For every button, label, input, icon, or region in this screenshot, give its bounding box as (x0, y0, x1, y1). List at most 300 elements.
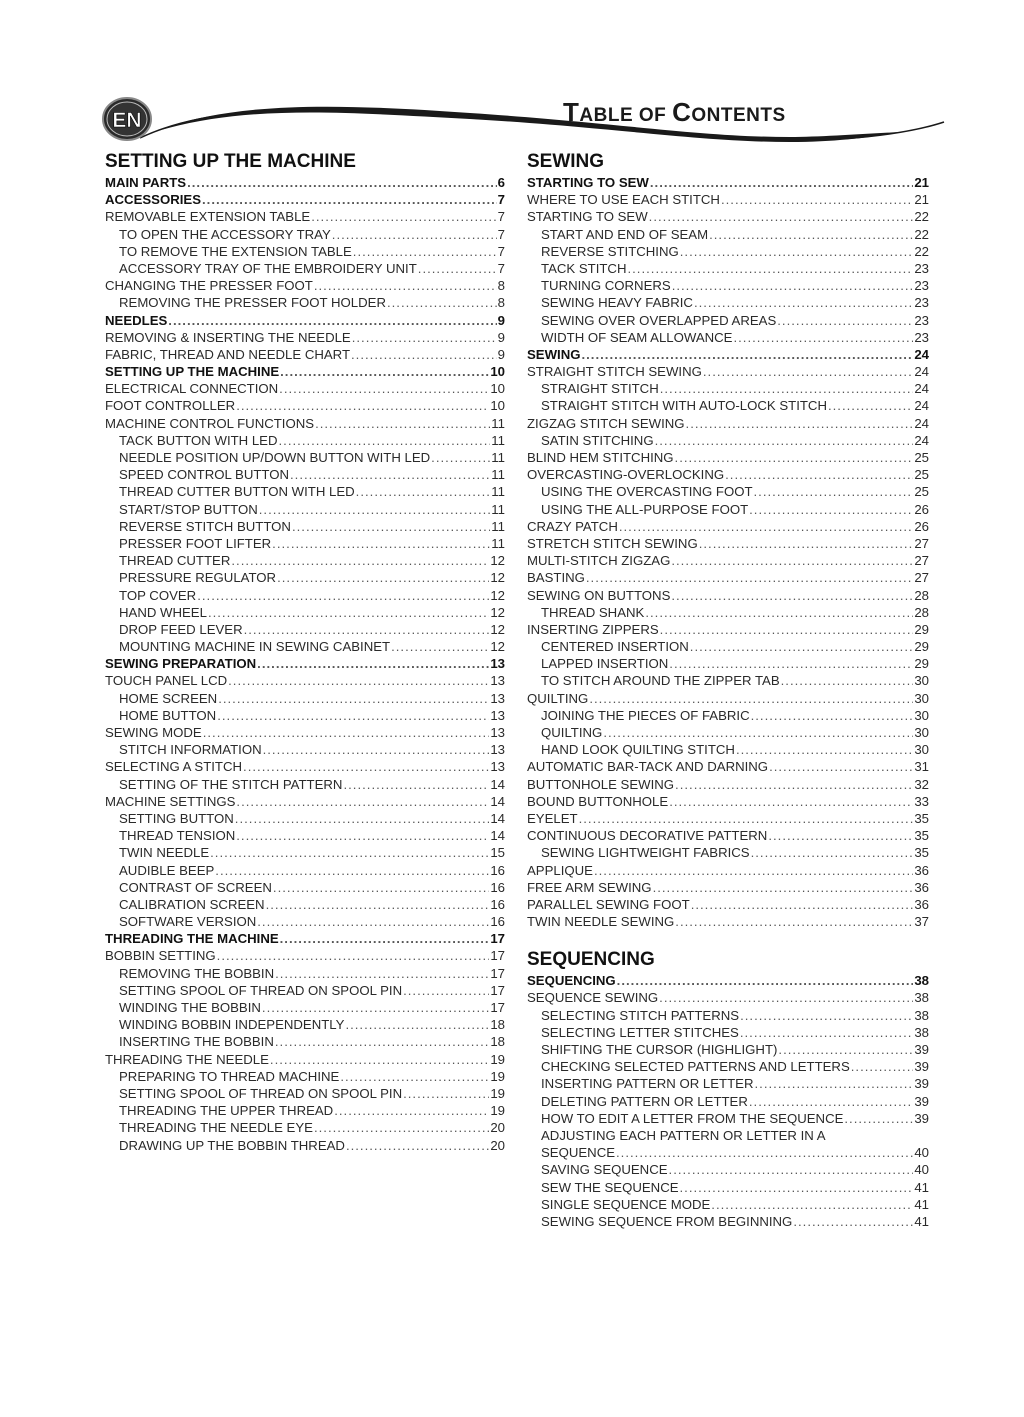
toc-entry-label: STARTING TO SEW (527, 209, 648, 225)
toc-entry[interactable] (105, 793, 505, 810)
toc-entry[interactable] (105, 913, 505, 930)
toc-entry[interactable] (527, 415, 929, 432)
toc-entry-page: 13 (490, 690, 505, 706)
toc-entry-label: REMOVABLE EXTENSION TABLE (105, 209, 311, 225)
toc-entry-page: 11 (491, 535, 505, 551)
toc-entry[interactable] (105, 1102, 505, 1119)
toc-entry-page: 14 (490, 793, 505, 809)
dot-leader (259, 501, 491, 518)
toc-entry-page: 18 (490, 1034, 505, 1050)
toc-entry[interactable] (527, 294, 929, 311)
toc-entry-page: 12 (490, 639, 505, 655)
toc-entry-page: 6 (497, 175, 505, 190)
dot-leader (343, 776, 489, 793)
toc-entry-page: 33 (914, 793, 929, 809)
dot-leader (275, 1033, 489, 1050)
toc-entry[interactable] (527, 793, 929, 810)
toc-entry[interactable] (527, 724, 929, 741)
dot-leader (290, 466, 490, 483)
toc-entry-page: 7 (497, 243, 505, 259)
toc-entry[interactable] (527, 552, 929, 569)
toc-entry-page: 35 (914, 845, 929, 861)
toc-entry-page: 24 (914, 346, 929, 362)
toc-entry[interactable] (527, 638, 929, 655)
toc-entry[interactable] (105, 930, 505, 947)
toc-entry-label: INSERTING PATTERN OR LETTER (541, 1076, 754, 1092)
toc-entry-page: 41 (914, 1179, 929, 1195)
toc-entry-page: 21 (914, 175, 929, 190)
dot-leader (581, 346, 913, 363)
toc-entry-page: 24 (914, 364, 929, 380)
toc-entry-label: HOME SCREEN (119, 690, 218, 706)
dot-leader (391, 638, 489, 655)
toc-entry[interactable] (527, 862, 929, 879)
toc-entry-page: 31 (914, 759, 929, 775)
toc-entry[interactable] (105, 535, 505, 552)
toc-entry-label: TO OPEN THE ACCESSORY TRAY (119, 226, 331, 242)
toc-entry[interactable] (105, 380, 505, 397)
toc-entry[interactable] (105, 569, 505, 586)
toc-entry-page: 20 (490, 1120, 505, 1136)
toc-entry[interactable] (527, 1075, 929, 1092)
toc-entry-label: THREADING THE MACHINE (105, 931, 279, 947)
toc-entry-page: 25 (914, 484, 929, 500)
toc-entry[interactable] (527, 483, 929, 500)
toc-entry-label: SEWING ON BUTTONS (527, 587, 671, 603)
toc-entry[interactable] (105, 243, 505, 260)
toc-entry-label: STRAIGHT STITCH (541, 381, 659, 397)
toc-entry[interactable] (105, 587, 505, 604)
toc-entry[interactable] (527, 810, 929, 827)
toc-entry-page: 18 (490, 1017, 505, 1033)
toc-entry[interactable] (527, 1161, 929, 1178)
toc-entry[interactable] (105, 260, 505, 277)
toc-entry-page: 7 (497, 192, 505, 208)
toc-entry[interactable] (527, 655, 929, 672)
toc-entry-label: SEWING LIGHTWEIGHT FABRICS (541, 845, 750, 861)
toc-entry-label: SAVING SEQUENCE (541, 1162, 668, 1178)
toc-entry-label: CRAZY PATCH (527, 518, 618, 534)
toc-entry[interactable] (105, 844, 505, 861)
toc-entry[interactable] (105, 862, 505, 879)
dot-leader (749, 1093, 913, 1110)
toc-entry-label: AUTOMATIC BAR-TACK AND DARNING (527, 759, 769, 775)
dot-leader (725, 466, 913, 483)
toc-entry[interactable] (527, 1196, 929, 1213)
toc-entry-page: 17 (490, 1000, 505, 1015)
toc-entry-label: FOOT CONTROLLER (105, 398, 236, 414)
toc-entry-page: 24 (914, 381, 929, 397)
toc-entry-page: 7 (497, 260, 505, 276)
toc-entry-label: SEWING HEAVY FABRIC (541, 295, 693, 311)
toc-entry[interactable] (527, 363, 929, 380)
dot-leader (273, 879, 489, 896)
toc-entry[interactable] (105, 947, 505, 964)
toc-entry[interactable] (527, 518, 929, 535)
toc-entry[interactable] (105, 982, 505, 999)
toc-entry-label: SETTING OF THE STITCH PATTERN (119, 776, 343, 792)
toc-entry-label: STRAIGHT STITCH WITH AUTO-LOCK STITCH (541, 398, 827, 414)
toc-entry[interactable] (105, 604, 505, 621)
toc-entry-page: 8 (497, 295, 505, 311)
dot-leader (851, 1058, 914, 1075)
toc-entry[interactable] (105, 294, 505, 311)
toc-entry-label: DELETING PATTERN OR LETTER (541, 1093, 748, 1109)
toc-entry-page: 25 (914, 467, 929, 483)
toc-entry-page: 22 (914, 226, 929, 242)
toc-entry-page: 11 (491, 415, 505, 431)
toc-entry[interactable] (527, 226, 929, 243)
toc-entry-page: 20 (490, 1137, 505, 1153)
dot-leader (340, 1068, 489, 1085)
toc-entry-page: 27 (914, 570, 929, 586)
toc-entry-page: 22 (914, 243, 929, 259)
dot-leader (703, 363, 913, 380)
toc-entry-page: 30 (914, 690, 929, 706)
dot-leader (749, 501, 913, 518)
dot-leader (844, 1110, 913, 1127)
toc-entry[interactable] (527, 260, 929, 277)
toc-entry-page: 38 (914, 1007, 929, 1023)
toc-entry-page: 13 (490, 742, 505, 758)
toc-entry-page: 9 (497, 312, 505, 328)
toc-entry-page: 32 (914, 776, 929, 792)
toc-entry-page: 39 (914, 1059, 929, 1075)
toc-entry[interactable] (527, 707, 929, 724)
toc-entry-label: SETTING UP THE MACHINE (105, 364, 280, 380)
dot-leader (675, 449, 914, 466)
toc-entry-page: 40 (914, 1145, 929, 1161)
dot-leader (314, 1119, 489, 1136)
dot-leader (208, 604, 489, 621)
dot-leader (793, 1213, 913, 1230)
toc-entry[interactable] (105, 1119, 505, 1136)
toc-entry[interactable] (105, 741, 505, 758)
toc-entry-page: 9 (497, 346, 505, 362)
toc-entry[interactable] (527, 1041, 929, 1058)
toc-entry[interactable] (105, 827, 505, 844)
toc-entry-label: THREAD TENSION (119, 828, 236, 844)
toc-entry[interactable] (105, 1051, 505, 1068)
toc-entry[interactable] (105, 638, 505, 655)
toc-entry-page: 38 (914, 990, 929, 1006)
toc-entry[interactable] (105, 312, 505, 329)
toc-entry[interactable] (527, 1127, 929, 1144)
toc-entry[interactable] (527, 879, 929, 896)
toc-entry-label: BASTING (527, 570, 585, 586)
dot-leader (769, 758, 913, 775)
toc-entry-label: WHERE TO USE EACH STITCH (527, 192, 720, 208)
dot-leader (203, 724, 490, 741)
dot-leader (675, 776, 913, 793)
toc-entry[interactable] (527, 1213, 929, 1230)
toc-entry-label: INSERTING THE BOBBIN (119, 1034, 274, 1050)
toc-column-left (105, 150, 505, 1154)
toc-entry[interactable] (105, 690, 505, 707)
toc-entry[interactable] (105, 758, 505, 775)
toc-entry[interactable] (105, 483, 505, 500)
toc-entry[interactable] (105, 776, 505, 793)
toc-entry[interactable] (527, 1058, 929, 1075)
toc-entry[interactable] (527, 604, 929, 621)
toc-entry[interactable] (527, 989, 929, 1006)
toc-entry-page: 26 (914, 501, 929, 517)
page-title (563, 97, 786, 128)
toc-entry[interactable] (527, 243, 929, 260)
toc-entry-page: 17 (490, 931, 505, 947)
toc-entry-page: 36 (914, 879, 929, 895)
toc-entry-label: CONTINUOUS DECORATIVE PATTERN (527, 828, 768, 844)
toc-entry[interactable] (105, 1033, 505, 1050)
toc-entry-page: 19 (490, 1085, 505, 1101)
dot-leader (345, 1016, 489, 1033)
toc-entry-label: HOW TO EDIT A LETTER FROM THE SEQUENCE (541, 1110, 844, 1126)
toc-entry[interactable] (105, 1085, 505, 1102)
toc-entry-label: HOME BUTTON (119, 707, 217, 723)
toc-entry[interactable] (105, 552, 505, 569)
toc-entry[interactable] (527, 208, 929, 225)
toc-entry-page: 24 (914, 398, 929, 414)
toc-entry-label: NEEDLES (105, 312, 168, 328)
dot-leader (660, 380, 914, 397)
toc-entry-label: PARALLEL SEWING FOOT (527, 896, 690, 912)
toc-entry-label: REMOVING THE PRESSER FOOT HOLDER (119, 295, 386, 311)
dot-leader (680, 243, 914, 260)
dot-leader (694, 294, 913, 311)
dot-leader (669, 793, 913, 810)
toc-entry-page: 40 (914, 1162, 929, 1178)
toc-entry-label: THREAD CUTTER BUTTON WITH LED (119, 484, 355, 500)
toc-entry-label: USING THE ALL-PURPOSE FOOT (541, 501, 749, 517)
toc-entry[interactable] (105, 174, 505, 191)
toc-entry[interactable] (527, 741, 929, 758)
dot-leader (709, 226, 913, 243)
toc-entry-label: MULTI-STITCH ZIGZAG (527, 553, 671, 569)
toc-entry-page: 13 (490, 656, 505, 672)
toc-entry-page: 17 (490, 965, 505, 981)
toc-entry-page: 13 (490, 759, 505, 775)
toc-entry-label: SELECTING LETTER STITCHES (541, 1024, 739, 1040)
toc-entry-label: MAIN PARTS (105, 175, 187, 190)
toc-entry-page: 28 (914, 604, 929, 620)
toc-entry[interactable] (105, 397, 505, 414)
toc-entry[interactable] (527, 1179, 929, 1196)
toc-entry[interactable] (105, 965, 505, 982)
toc-entry-label: CONTRAST OF SCREEN (119, 879, 272, 895)
toc-entry[interactable] (105, 1016, 505, 1033)
toc-entry[interactable] (527, 397, 929, 414)
toc-entry-label: MOUNTING MACHINE IN SEWING CABINET (119, 639, 391, 655)
toc-entry-label: BOUND BUTTONHOLE (527, 793, 669, 809)
dot-leader (672, 277, 914, 294)
toc-entry-label: USING THE OVERCASTING FOOT (541, 484, 753, 500)
toc-entry[interactable] (105, 466, 505, 483)
toc-entry-page: 23 (914, 260, 929, 276)
dot-leader (418, 260, 497, 277)
dot-leader (280, 930, 490, 947)
toc-entry[interactable] (527, 329, 929, 346)
toc-entry[interactable] (105, 277, 505, 294)
toc-entry-label: SEQUENCE SEWING (527, 990, 659, 1006)
toc-entry[interactable] (527, 432, 929, 449)
toc-entry-label: STRAIGHT STITCH SEWING (527, 364, 702, 380)
toc-entry[interactable] (527, 1144, 929, 1161)
dot-leader (334, 1102, 489, 1119)
toc-entry-page: 11 (491, 450, 505, 465)
dot-leader (210, 844, 489, 861)
toc-entry[interactable] (105, 999, 505, 1016)
toc-entry[interactable] (527, 1093, 929, 1110)
toc-entry[interactable] (105, 518, 505, 535)
dot-leader (257, 655, 489, 672)
toc-entry-label: REMOVING & INSERTING THE NEEDLE (105, 329, 351, 345)
toc-entry[interactable] (527, 672, 929, 689)
dot-leader (740, 1007, 913, 1024)
toc-entry-label: TO STITCH AROUND THE ZIPPER TAB (541, 673, 780, 689)
toc-entry-label: SOFTWARE VERSION (119, 914, 257, 930)
dot-leader (311, 208, 496, 225)
toc-entry[interactable] (105, 346, 505, 363)
toc-entry[interactable] (527, 346, 929, 363)
dot-leader (586, 569, 913, 586)
dot-leader (579, 810, 914, 827)
dot-leader (669, 1161, 914, 1178)
toc-entry[interactable] (527, 174, 929, 191)
toc-entry-label: STITCH INFORMATION (119, 742, 262, 758)
dot-leader (594, 862, 913, 879)
toc-entry[interactable] (105, 896, 505, 913)
toc-entry[interactable] (527, 466, 929, 483)
toc-entry[interactable] (527, 191, 929, 208)
dot-leader (653, 879, 914, 896)
toc-entry[interactable] (105, 191, 505, 208)
toc-entry[interactable] (527, 501, 929, 518)
toc-entry-page: 16 (490, 896, 505, 912)
toc-entry[interactable] (105, 621, 505, 638)
toc-entry[interactable] (527, 758, 929, 775)
toc-entry[interactable] (527, 844, 929, 861)
title-part: ONTENTS (691, 105, 786, 126)
toc-entry[interactable] (527, 1007, 929, 1024)
dot-leader (187, 174, 497, 191)
dot-leader (669, 655, 913, 672)
toc-entry[interactable] (105, 501, 505, 518)
dot-leader (589, 690, 913, 707)
toc-entry-label: JOINING THE PIECES OF FABRIC (541, 707, 750, 723)
toc-entry-page: 12 (490, 621, 505, 637)
dot-leader (277, 569, 489, 586)
toc-entry[interactable] (527, 1024, 929, 1041)
toc-entry[interactable] (527, 896, 929, 913)
toc-entry[interactable] (105, 329, 505, 346)
toc-entry-label: STRETCH STITCH SEWING (527, 535, 698, 551)
toc-entry-label: REVERSE STITCHING (541, 243, 679, 259)
toc-entry[interactable] (527, 690, 929, 707)
dot-leader (197, 587, 489, 604)
toc-entry[interactable] (105, 672, 505, 689)
toc-entry-page: 30 (914, 742, 929, 758)
toc-entry[interactable] (527, 972, 929, 989)
toc-entry-page: 19 (490, 1068, 505, 1084)
toc-entry[interactable] (105, 879, 505, 896)
toc-entry[interactable] (527, 913, 929, 930)
dot-leader (215, 862, 489, 879)
toc-entry[interactable] (527, 569, 929, 586)
toc-entry[interactable] (105, 810, 505, 827)
toc-entry[interactable] (527, 776, 929, 793)
dot-leader (272, 535, 490, 552)
language-badge (101, 96, 155, 142)
dot-leader (244, 621, 490, 638)
toc-entry[interactable] (527, 312, 929, 329)
toc-entry-page: 12 (490, 587, 505, 603)
toc-entry-page: 11 (491, 467, 505, 483)
toc-entry[interactable] (527, 277, 929, 294)
toc-entry[interactable] (527, 535, 929, 552)
toc-entry-label: THREADING THE NEEDLE EYE (119, 1120, 313, 1136)
toc-entry[interactable] (527, 1110, 929, 1127)
toc-entry[interactable] (105, 449, 505, 466)
toc-entry-label: ELECTRICAL CONNECTION (105, 381, 279, 397)
toc-entry-page: 41 (914, 1213, 929, 1229)
toc-entry-label: SEWING SEQUENCE FROM BEGINNING (541, 1213, 793, 1229)
toc-entry-page: 39 (914, 1042, 929, 1057)
toc-entry-label: SELECTING A STITCH (105, 759, 243, 775)
toc-entry[interactable] (105, 655, 505, 672)
toc-entry[interactable] (105, 1068, 505, 1085)
dot-leader (279, 380, 489, 397)
toc-entry[interactable] (105, 226, 505, 243)
toc-entry-label: DRAWING UP THE BOBBIN THREAD (119, 1137, 345, 1153)
toc-entry-label: SELECTING STITCH PATTERNS (541, 1007, 740, 1023)
toc-entry-page: 16 (490, 914, 505, 930)
toc-entry-page: 29 (914, 656, 929, 672)
toc-entry[interactable] (527, 621, 929, 638)
toc-entry-page: 12 (490, 604, 505, 620)
toc-entry-label: APPLIQUE (527, 862, 593, 878)
badge-text: EN (112, 109, 142, 132)
dot-leader (690, 638, 914, 655)
toc-entry-label: CHECKING SELECTED PATTERNS AND LETTERS (541, 1059, 850, 1075)
toc-entry-page: 14 (490, 810, 505, 826)
toc-entry[interactable] (527, 827, 929, 844)
toc-entry-label: AUDIBLE BEEP (119, 862, 215, 878)
toc-entry[interactable] (105, 363, 505, 380)
toc-entry[interactable] (105, 724, 505, 741)
dot-leader (403, 982, 489, 999)
toc-entry-page: 35 (914, 828, 929, 844)
toc-entry[interactable] (105, 1137, 505, 1154)
toc-entry[interactable] (527, 587, 929, 604)
toc-entry-page: 8 (497, 278, 505, 294)
dot-leader (236, 397, 489, 414)
toc-entry-label: OVERCASTING-OVERLOCKING (527, 467, 725, 483)
toc-entry[interactable] (527, 380, 929, 397)
toc-entry-page: 12 (490, 553, 505, 569)
toc-entry-label: SATIN STITCHING (541, 432, 654, 448)
toc-entry[interactable] (105, 432, 505, 449)
toc-entry[interactable] (105, 415, 505, 432)
dot-leader (768, 827, 913, 844)
toc-column-right (527, 150, 929, 1230)
toc-entry[interactable] (527, 449, 929, 466)
toc-entry[interactable] (105, 707, 505, 724)
toc-entry[interactable] (105, 208, 505, 225)
toc-entry-page: 16 (490, 862, 505, 878)
dot-leader (263, 741, 490, 758)
toc-entry-page: 25 (914, 450, 929, 465)
toc-entry-page: 41 (914, 1196, 929, 1212)
